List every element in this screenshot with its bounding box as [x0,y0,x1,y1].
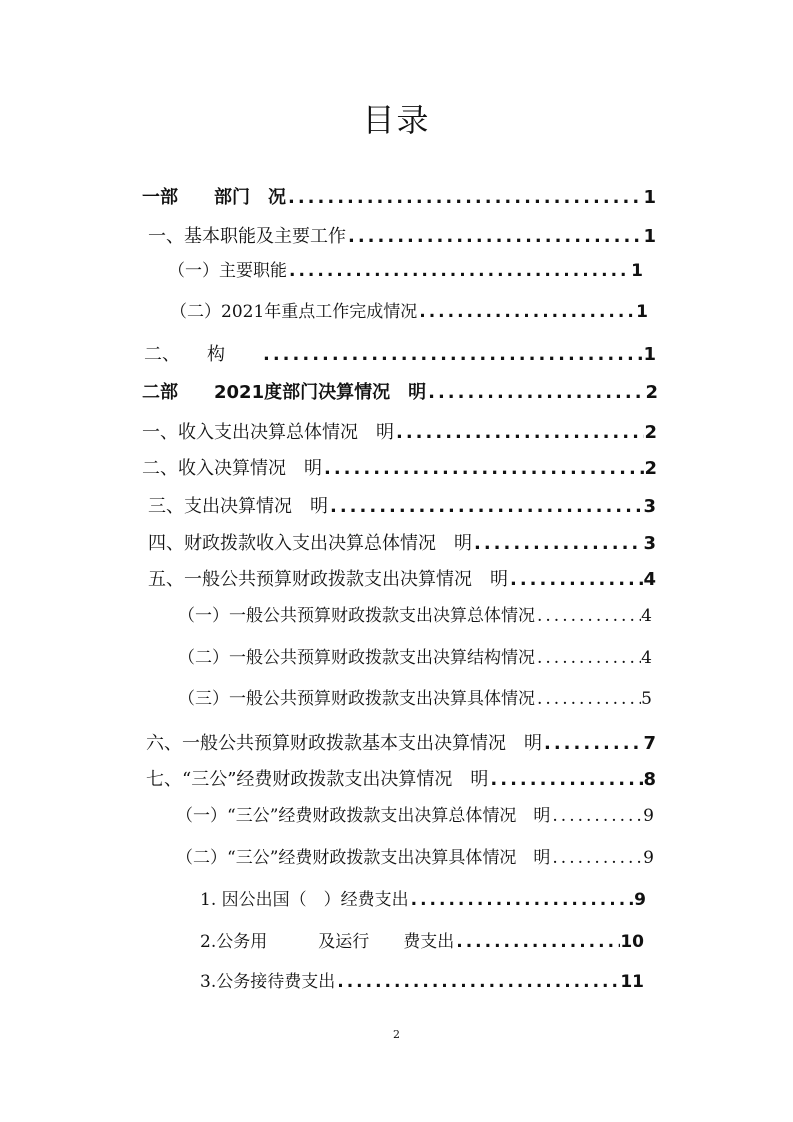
toc-entry-label: 二、 构 [144,344,261,365]
toc-leader-dots [488,767,643,793]
toc-entry-page: 9 [643,848,654,868]
toc-entry-page: 2 [644,422,657,443]
toc-entry-2-6[interactable] [146,731,656,757]
toc-leader-dots [287,258,631,284]
toc-leader-dots [322,456,644,482]
toc-entry-page: 10 [620,932,644,952]
page-title: 目录 [362,101,431,139]
toc-entry-2-2[interactable] [142,456,657,482]
toc-entry-page: 7 [643,733,656,754]
toc-entry-label: 一、基本职能及主要工作 [148,226,346,247]
toc-leader-dots [550,845,643,871]
toc-entry-2-5[interactable] [148,567,656,593]
toc-entry-page: 3 [643,496,656,517]
toc-entry-label: （三）一般公共预算财政拨款支出决算具体情况 [178,689,535,709]
toc-entry-part-one[interactable] [142,185,656,211]
toc-entry-2-5-2[interactable] [178,645,652,671]
toc-entry-page: 9 [634,890,646,910]
toc-entry-2-7-1[interactable] [176,803,654,829]
toc-leader-dots [261,342,643,368]
toc-leader-dots [394,420,644,446]
toc-entry-page: 1 [643,187,656,208]
page-number: 2 [393,1028,400,1041]
toc-entry-page: 2 [645,382,658,403]
toc-entry-2[interactable] [144,342,656,368]
toc-entry-page: 1 [636,302,648,322]
toc-leader-dots [286,185,643,211]
toc-entry-label: 三、支出决算情况 明 [148,496,328,517]
toc-entry-label: （二）一般公共预算财政拨款支出决算结构情况 [178,648,535,668]
toc-entry-2-5-1[interactable] [178,603,652,629]
toc-leader-dots [335,969,620,995]
toc-entry-label: 六、一般公共预算财政拨款基本支出决算情况 明 [146,733,542,754]
toc-entry-2-7-2[interactable] [176,845,654,871]
toc-entry-2-7[interactable] [146,767,656,793]
toc-entry-2-4[interactable] [148,531,656,557]
toc-entry-1[interactable] [148,224,656,250]
toc-entry-2-7-2-1[interactable] [200,887,646,913]
toc-entry-label: （一）“三公”经费财政拨款支出决算总体情况 明 [176,806,551,826]
toc-leader-dots [508,567,643,593]
toc-entry-2-5-3[interactable] [178,686,652,712]
toc-entry-label: 二、收入决算情况 明 [142,458,322,479]
toc-entry-label: （二）2021年重点工作完成情况 [170,302,418,322]
toc-entry-page: 8 [643,769,656,790]
toc-leader-dots [346,224,643,250]
toc-leader-dots [550,803,643,829]
toc-entry-label: （一）主要职能 [168,261,287,281]
toc-entry-label: 七、“三公”经费财政拨款支出决算情况 明 [146,769,489,790]
toc-entry-page: 2 [644,458,657,479]
toc-entry-label: 一、收入支出决算总体情况 明 [142,422,394,443]
toc-leader-dots [454,929,620,955]
toc-leader-dots [409,887,635,913]
toc-entry-label: （一）一般公共预算财政拨款支出决算总体情况 [178,606,535,626]
toc-leader-dots [535,645,641,671]
toc-entry-page: 1 [643,226,656,247]
toc-entry-part-two[interactable] [142,380,658,406]
toc-entry-page: 1 [631,261,643,281]
toc-leader-dots [535,686,641,712]
toc-entry-2-1[interactable] [142,420,657,446]
toc-leader-dots [328,494,643,520]
toc-entry-2-3[interactable] [148,494,656,520]
toc-entry-label: 1. 因公出国（ ）经费支出 [200,890,409,910]
toc-entry-page: 9 [643,806,654,826]
toc-entry-2-7-2-3[interactable] [200,969,644,995]
toc-entry-label: 二部 2021度部门决算情况 明 [142,382,427,403]
toc-entry-page: 1 [643,344,656,365]
toc-leader-dots [535,603,641,629]
toc-entry-label: 2.公务用 及运行 费支出 [200,932,455,952]
toc-entry-2-7-2-2[interactable] [200,929,644,955]
toc-entry-1-1[interactable] [168,258,643,284]
toc-entry-label: 五、一般公共预算财政拨款支出决算情况 明 [148,569,508,590]
toc-entry-page: 4 [641,606,652,626]
toc-entry-page: 5 [641,689,652,709]
toc-entry-label: 四、财政拨款收入支出决算总体情况 明 [148,533,472,554]
toc-entry-page: 11 [620,972,644,992]
toc-entry-label: （二）“三公”经费财政拨款支出决算具体情况 明 [176,848,551,868]
toc-leader-dots [426,380,645,406]
toc-leader-dots [542,731,643,757]
toc-leader-dots [472,531,643,557]
toc-entry-1-2[interactable] [170,299,648,325]
toc-leader-dots [417,299,636,325]
toc-entry-label: 3.公务接待费支出 [200,972,336,992]
toc-entry-page: 4 [643,569,656,590]
toc-entry-page: 3 [643,533,656,554]
toc-entry-page: 4 [641,648,652,668]
toc-entry-label: 一部 部门 况 [142,187,286,208]
